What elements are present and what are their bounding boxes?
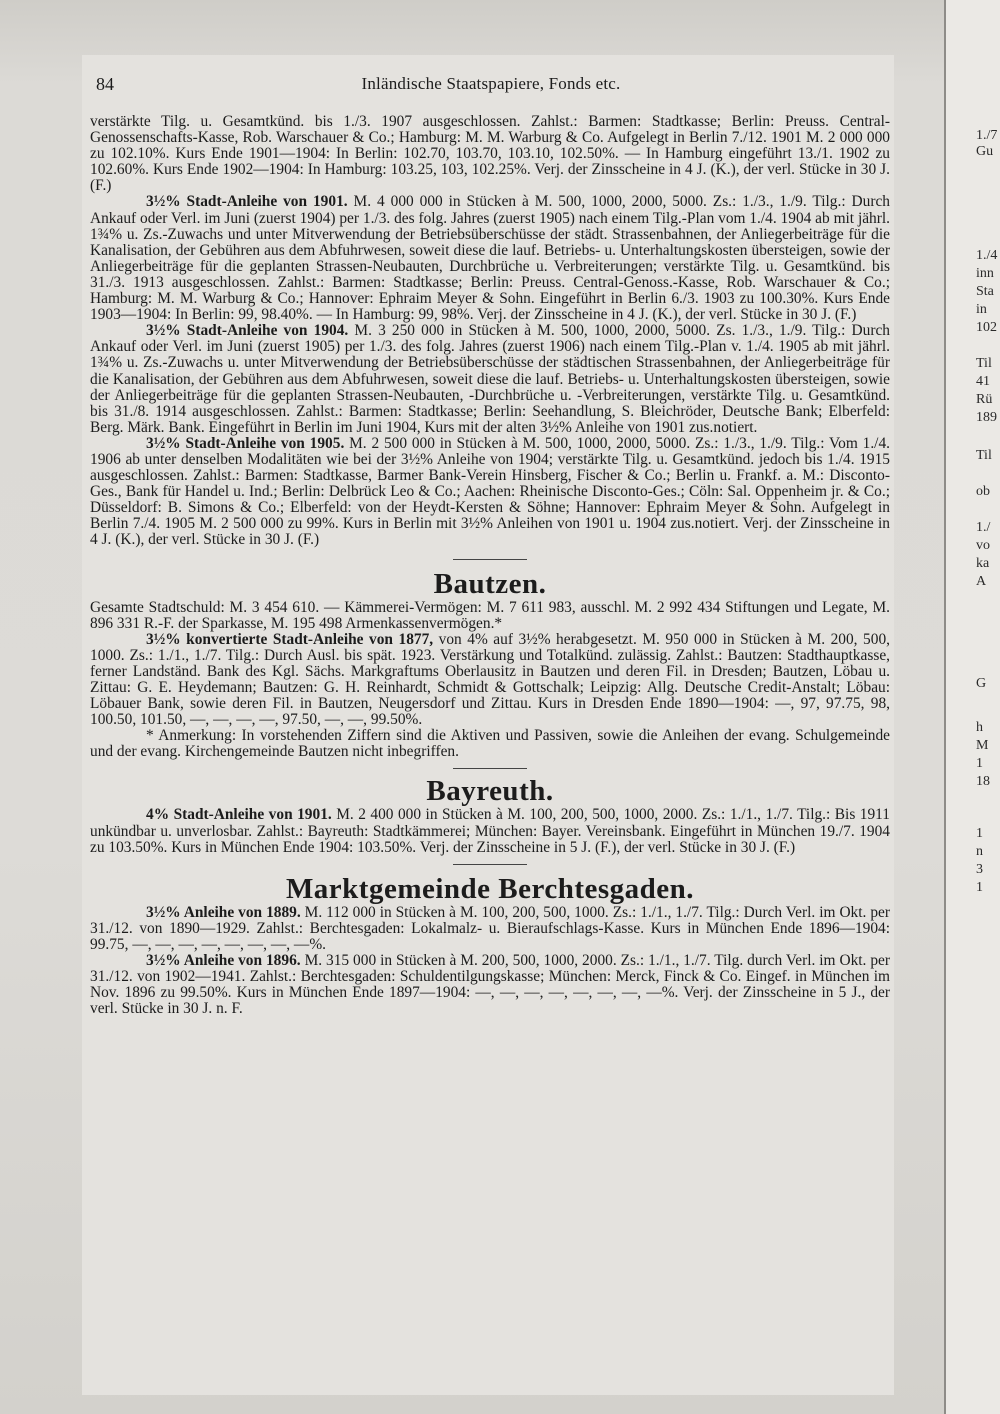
gutter-fragment: 1 (976, 756, 983, 771)
city-heading: Marktgemeinde Berchtesgaden. (285, 872, 695, 905)
footnote-text: * Anmerkung: In vorstehenden Ziffern sind die Aktiven und Passiven, sowie die Anleihen der evang. Schulgemeinde und der evang. Kirchengemeinde Bautzen nicht inbegriffen. (90, 727, 890, 761)
loan-title: 4% Stadt-Anleihe von 1901. (146, 806, 332, 824)
city-heading: Bayreuth. (426, 775, 554, 808)
gutter-fragment: M (976, 738, 989, 753)
gutter-fragment: Gu (976, 144, 994, 159)
loan-text: M. 112 000 in Stücken à M. 100, 200, 500, 1000. Zs.: 1./1., 1./7. Tilg.: Durch Verl. im Okt. per 31./12. von 1890—1929. Zahlst.: Berchtesgaden: Lokalmalz- u. Bieraufschlags-Kasse. Kurs in München Ende 1896—1904: 99.75, —, —, —, —, —, —, —, —%. (90, 903, 890, 953)
gutter-fragment: 189 (976, 410, 997, 425)
loan-text: M. 3 250 000 in Stücken à M. 500, 1000, 2000, 5000. Zs. 1./3., 1./9. Tilg.: Durch Ankauf oder Verl. im Juni (zuerst 1905) per 1./3. des folg. Jahres (zuerst 1906) nach einem Tilg.-Plan v. 1./4. 1905 ab mit jährl. 1¾% u. Zs.-Zuwachs u. unter Mitverwendung der Betriebsüberschüsse der städtischen Strassenbahnen, der Anliegerbeiträge für die Kanalisation, der Gebühren aus dem Abfuhrwesen, soweit diese die lauf. Betriebs- u. Unterhaltungskosten übersteigen, sowie der Anliegerbeiträge für die geplanten Strassen-Neubauten, -Durchbrüche u. -Verbreiterungen, verstärkte Tilg. u. Gesamtkünd. bis 31./8. 1914 ausgeschlossen. Zahlst.: Barmen: Stadtkasse; Berlin: Seehandlung, S. Bleichröder, Deutsche Bank; Elberfeld: Berg. Märk. Bank. Eingeführt in Berlin im Juni 1904, Kurs mit der alten 3½% Anleihe von 1901 zus.notiert. (90, 322, 890, 436)
gutter-fragment: Sta (976, 284, 994, 299)
loan-entry (90, 436, 890, 549)
loan-entry (90, 632, 890, 729)
loan-title: 3½% Stadt-Anleihe von 1905. (146, 434, 345, 452)
gutter-fragment: Til (976, 356, 992, 371)
section-divider (453, 559, 527, 560)
loan-entry (90, 905, 890, 953)
loan-title: 3½% Stadt-Anleihe von 1901. (146, 193, 348, 211)
gutter-fragment: ob (976, 484, 990, 499)
loan-text: M. 4 000 000 in Stücken à M. 500, 1000, 2000, 5000. Zs.: 1./3., 1./9. Tilg.: Durch Ankauf oder Verl. im Juni (zuerst 1904) per 1./3. des folg. Jahres (zuerst 1905) nach einem Tilg.-Plan vom 1./4. 1904 ab mit jährl. 1¾% u. Zs.-Zuwachs und unter Mitverwendung der Betriebsüberschüsse der städt. Strassenbahnen, der Anliegerbeiträge für die Kanalisation, der Gebühren aus dem Abfuhrwesen, soweit diese die lauf. Betriebs- u. Unterhaltungskosten übersteigen, sowie der Anliegerbeiträge für die geplanten Strassen-Neubauten, Durchbrüche u. Verbreiterungen; verstärkte Tilg. u. Gesamtkünd. bis 31./3. 1913 ausgeschlossen. Zahlst.: Barmen: Stadtkasse; Berlin: Preuss. Central-Genoss.-Kasse, Rob. Warschauer & Co.; Hamburg: M. M. Warburg & Co.; Hannover: Ephraim Meyer & Sohn. Eingeführt in Berlin 6./3. 1903 zu 100.30%. Kurs Ende 1903—1904: In Berlin: 99, 98.40%. — In Hamburg: 99, 98%. Verj. der Zinsscheine in 4 J. (K.), der verl. Stücke in 30 J. (F.) (90, 193, 890, 324)
paragraph-text: verstärkte Tilg. u. Gesamtkünd. bis 1./3. 1907 ausgeschlossen. Zahlst.: Barmen: Stadtkasse; Berlin: Preuss. Central-Genossenschafts-Kasse, Rob. Warschauer & Co.; Hamburg: M. M. Warburg & Co. Aufgelegt in Berlin 7./12. 1901 M. 2 000 000 zu 102.10%. Kurs Ende 1901—1904: In Berlin: 102.70, 103.70, 103.10, 102.50%. — In Hamburg eingeführt 13./1. 1902 zu 102.60%. Kurs Ende 1902—1904: In Hamburg: 103.25, 103, 102.25%. Verj. der Zinsscheine in 4 J. (K.), der verl. Stücke in 30 J. (F.) (90, 113, 890, 195)
gutter-fragment: n (976, 844, 983, 859)
gutter-fragment: Rü (976, 392, 993, 407)
page-number: 84 (96, 74, 114, 94)
loan-title: 3½% Stadt-Anleihe von 1904. (146, 322, 349, 340)
gutter-fragment: G (976, 676, 987, 691)
gutter-fragment: A (976, 574, 987, 589)
section-divider (453, 864, 527, 865)
gutter-fragment: Til (976, 448, 992, 463)
running-title: Inländische Staatspapiere, Fonds etc. (361, 74, 621, 93)
loan-text: M. 2 500 000 in Stücken à M. 500, 1000, 2000, 5000. Zs.: 1./3., 1./9. Tilg.: Vom 1./4. 1906 ab unter denselben Modalitäten wie bei der 3½% Anleihe von 1904; verstärkte Tilg. u. Gesamtkünd. jedoch bis 1./4. 1915 ausgeschlossen. Zahlst.: Barmen: Stadtkasse, Barmer Bank-Verein Hinsberg, Fischer & Co.; Berlin u. Frankf. a. M.: Disconto-Ges., Bank für Handel u. Ind.; Berlin: Delbrück Leo & Co.; Aachen: Rheinische Disconto-Ges.; Cöln: Sal. Oppenheim jr. & Co.; Düsseldorf: B. Simons & Co.; Elberfeld: von der Heydt-Kersten & Söhne; Hannover: Ephraim Meyer & Sohn. Aufgelegt in Berlin 7./4. 1905 M. 2 500 000 zu 99%. Kurs in Berlin mit 3½% Anleihen von 1901 u. 1904 zus.notiert. Verj. der Zinsscheine in 4 J. (K.), der verl. Stücke in 30 J. (F.) (90, 434, 890, 549)
loan-entry (90, 194, 890, 323)
gutter-fragment: ka (976, 556, 990, 571)
gutter-fragment: 1./7 (976, 128, 998, 143)
gutter-fragment: in (976, 302, 987, 317)
gutter-fragment: 41 (976, 374, 990, 389)
gutter-fragment: 3 (976, 862, 983, 877)
footnote (90, 728, 890, 760)
adjacent-page-fragments (948, 0, 1000, 1414)
city-heading: Bautzen. (433, 567, 547, 600)
gutter-fragment: 1 (976, 826, 983, 841)
loan-text: M. 2 400 000 in Stücken à M. 100, 200, 500, 1000, 2000. Zs.: 1./1., 1./7. Tilg.: Bis 1911 unkündbar u. unverlosbar. Zahlst.: Bayreuth: Stadtkämmerei; München: Bayer. Vereinsbank. Eingeführt in München 19./7. 1904 zu 103.50%. Kurs in München Ende 1904: 103.50%. Verj. der Zinsscheine in 5 J. (F.), der verl. Stücke in 30 J. (F.) (90, 806, 890, 856)
gutter-fragment: 1./4 (976, 248, 998, 263)
loan-entry (90, 953, 890, 1017)
loan-title: 3½% Anleihe von 1889. (146, 903, 301, 921)
paragraph-text: Gesamte Stadtschuld: M. 3 454 610. — Kämmerei-Vermögen: M. 7 611 983, ausschl. M. 2 992 434 Stiftungen und Legate, M. 896 331 R.-F. der Sparkasse, M. 195 498 Armenkassenvermögen.* (90, 598, 890, 632)
loan-title: 3½% konvertierte Stadt-Anleihe von 1877, (146, 630, 434, 648)
gutter-fragment: inn (976, 266, 994, 281)
gutter-fragment: vo (976, 538, 990, 553)
section-divider (453, 768, 527, 769)
loan-entry (90, 807, 890, 855)
gutter-fragment: 102 (976, 320, 997, 335)
loan-text: von 4% auf 3½% herabgesetzt. M. 950 000 in Stücken à M. 200, 500, 1000. Zs.: 1./1., 1./7. Tilg.: Durch Ausl. bis spät. 1923. Verstärkung und Totalkünd. zulässig. Zahlst.: Bautzen: Stadthauptkasse, ferner Landständ. Bank des Kgl. Sächs. Markgraftums Oberlausitz in Bautzen und deren Fil. in Dresden; Bautzen, Löbau u. Zittau: G. E. Heydemann; Bautzen: G. H. Reinhardt, Schmidt & Gottschalk; Leipzig: Allg. Deutsche Credit-Anstalt; Löbau: Löbauer Bank, sowie deren Fil. in Bautzen, Neugersdorf und Zittau. Kurs in Dresden Ende 1890—1904: —, 97, 97.75, 98, 100.50, 101.50, —, —, —, —, 97.50, —, —, 99.50%. (90, 630, 890, 729)
gutter-fragment: 1 (976, 880, 983, 895)
continued-paragraph (90, 114, 890, 194)
gutter-fragment: 18 (976, 774, 990, 789)
loan-text: M. 315 000 in Stücken à M. 200, 500, 1000, 2000. Zs.: 1./1., 1./7. Tilg. durch Verl. im Okt. per 31./12. von 1902—1941. Zahlst.: Berchtesgaden: Schuldentilgungskasse; München: Merck, Finck & Co. Eingef. in München im Nov. 1896 zu 99.50%. Kurs in München Ende 1897—1904: —, —, —, —, —, —, —, —%. Verj. der Zinsscheine in 5 J., der verl. Stücke in 30 J. n. F. (90, 952, 890, 1018)
gutter-fragment: h (976, 720, 983, 735)
gutter-fragment: 1./ (976, 520, 991, 535)
loan-title: 3½% Anleihe von 1896. (146, 952, 301, 970)
loan-entry (90, 323, 890, 436)
page-content (90, 114, 890, 1017)
debt-summary (90, 600, 890, 632)
page-header (96, 74, 886, 94)
